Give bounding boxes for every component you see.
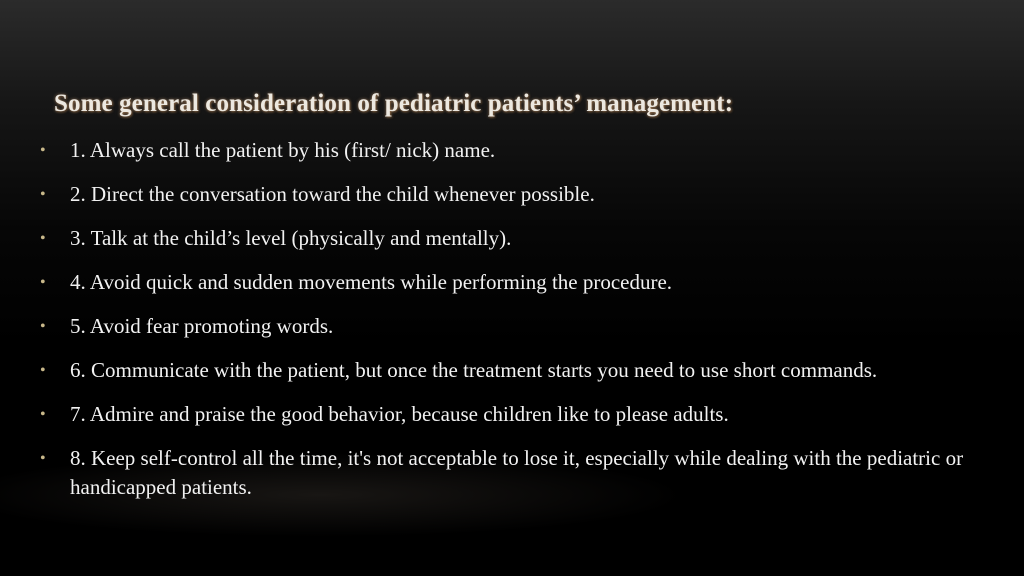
bullet-icon: • xyxy=(40,406,46,423)
bullet-icon: • xyxy=(40,274,46,291)
list-item xyxy=(40,444,990,502)
list-item xyxy=(40,312,990,341)
list-item-text: 8. Keep self-control all the time, it's not acceptable to lose it, especially while dealing with the pediatric or handicapped patients. xyxy=(70,446,964,499)
list-item-text: 2. Direct the conversation toward the child whenever possible. xyxy=(70,182,595,206)
list-item-text: 7. Admire and praise the good behavior, because children like to please adults. xyxy=(70,402,729,426)
bullet-icon: • xyxy=(40,450,46,467)
list-item-text: 4. Avoid quick and sudden movements while performing the procedure. xyxy=(70,270,673,294)
list-item xyxy=(40,356,990,385)
bullet-icon: • xyxy=(40,142,46,159)
bullet-icon: • xyxy=(40,186,46,203)
bullet-icon: • xyxy=(40,362,46,379)
list-item-text: 6. Communicate with the patient, but once the treatment starts you need to use short commands. xyxy=(70,358,878,382)
list-item xyxy=(40,268,990,297)
bullet-icon: • xyxy=(40,230,46,247)
bullet-list xyxy=(40,136,990,517)
list-item-text: 3. Talk at the child’s level (physically and mentally). xyxy=(70,226,512,250)
list-item xyxy=(40,180,990,209)
list-item xyxy=(40,224,990,253)
bullet-icon: • xyxy=(40,318,46,335)
list-item-text: 1. Always call the patient by his (first/ nick) name. xyxy=(70,138,496,162)
list-item-text: 5. Avoid fear promoting words. xyxy=(70,314,334,338)
list-item xyxy=(40,136,990,165)
list-item xyxy=(40,400,990,429)
slide-title: Some general consideration of pediatric patients’ management: xyxy=(54,90,734,117)
